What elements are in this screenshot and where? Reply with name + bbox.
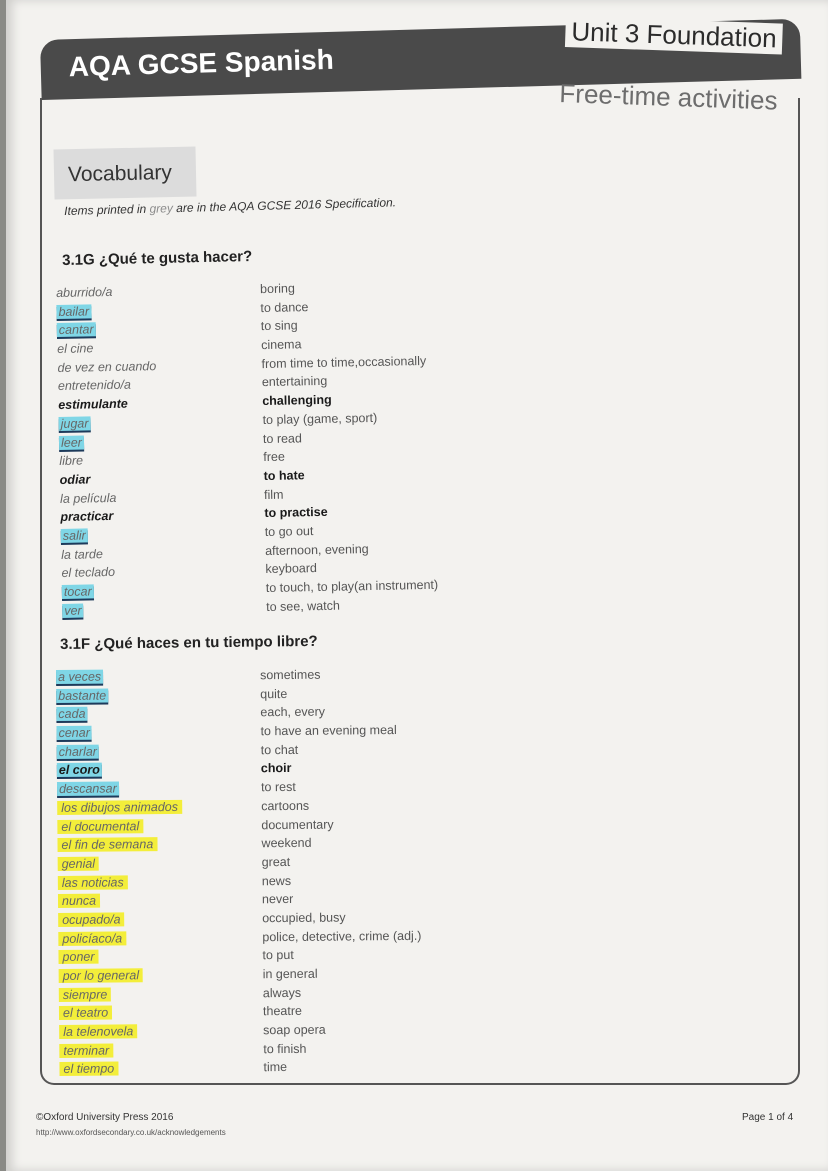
spanish-term: la película	[59, 490, 117, 506]
spanish-term: cenar	[58, 725, 90, 741]
note-text-start: Items printed in	[64, 201, 150, 218]
spanish-term: ver	[64, 603, 82, 618]
vocabulary-tab-label: Vocabulary	[67, 161, 173, 187]
spanish-term: nunca	[58, 894, 100, 908]
spanish-term: descansar	[58, 781, 117, 797]
spanish-term: tocar	[63, 584, 92, 599]
spanish-term: las noticias	[58, 875, 128, 890]
spanish-term: genial	[58, 857, 99, 871]
english-translation: in general	[262, 966, 318, 982]
section-heading-3-1g: 3.1G ¿Qué te gusta hacer?	[62, 248, 253, 269]
english-translation: to dance	[260, 299, 309, 315]
english-translation: to go out	[264, 524, 314, 539]
section-heading-3-1f: 3.1F ¿Qué haces en tu tiempo libre?	[60, 632, 318, 653]
english-translation: always	[262, 985, 302, 1000]
spanish-term: el cine	[57, 341, 94, 357]
english-translation: to rest	[260, 780, 296, 795]
vocab-list-3-1g	[56, 277, 522, 622]
english-translation: to finish	[263, 1041, 307, 1056]
english-translation: to practise	[264, 505, 328, 521]
spanish-term: el documental	[57, 819, 143, 834]
spanish-term: la telenovela	[59, 1024, 137, 1039]
english-translation: great	[261, 854, 291, 870]
unit-title: Unit 3 Foundation	[565, 16, 783, 55]
spanish-term: cada	[58, 707, 86, 722]
spanish-term: aburrido/a	[56, 284, 113, 300]
english-translation: keyboard	[265, 561, 318, 577]
english-translation: weekend	[261, 835, 312, 851]
english-translation: to put	[262, 948, 294, 963]
english-translation: sometimes	[259, 667, 321, 683]
spanish-term: siempre	[59, 987, 112, 1001]
english-translation: cartoons	[261, 798, 310, 814]
spanish-term: salir	[62, 528, 86, 543]
english-translation: cinema	[261, 337, 302, 353]
english-translation: to play (game, sport)	[262, 410, 378, 427]
english-translation: free	[263, 449, 286, 465]
spanish-term: leer	[60, 435, 82, 450]
spanish-term: practicar	[60, 509, 114, 525]
english-translation: never	[261, 892, 294, 907]
spanish-term: por lo general	[59, 968, 144, 983]
spanish-term: el coro	[58, 763, 100, 778]
spanish-term: los dibujos animados	[57, 800, 182, 815]
acknowledgements-link[interactable]: http://www.oxfordsecondary.co.uk/acknowledgements	[36, 1128, 226, 1137]
spanish-term: ocupado/a	[58, 912, 125, 927]
spanish-term: policíaco/a	[58, 931, 126, 946]
spanish-term: entretenido/a	[57, 378, 132, 394]
english-translation: occupied, busy	[262, 910, 346, 926]
spanish-term: de vez en cuando	[57, 358, 157, 375]
english-translation: entertaining	[261, 374, 328, 390]
english-translation: time	[263, 1060, 288, 1075]
english-translation: challenging	[262, 392, 332, 409]
english-translation: documentary	[261, 817, 334, 832]
spanish-term: libre	[59, 453, 84, 469]
english-translation: news	[261, 873, 292, 888]
spanish-term: el fin de semana	[57, 837, 157, 852]
spanish-term: terminar	[59, 1043, 113, 1057]
worksheet-page	[6, 0, 828, 1171]
spanish-term: bastante	[58, 688, 107, 703]
vocab-list-3-1f	[56, 666, 520, 1081]
english-translation: from time to time,occasionally	[261, 353, 427, 371]
vocabulary-tab	[53, 147, 196, 200]
english-translation: each, every	[260, 705, 326, 720]
english-translation: theatre	[262, 1004, 302, 1019]
spanish-term: estimulante	[58, 396, 128, 413]
spanish-term: poner	[58, 950, 98, 964]
spanish-term: odiar	[59, 472, 91, 487]
spanish-term: cantar	[58, 322, 94, 338]
topic-subtitle: Free-time activities	[558, 78, 779, 116]
english-translation: to touch, to play(an instrument)	[265, 577, 439, 596]
english-translation: police, detective, crime (adj.)	[262, 928, 422, 944]
spanish-term: bailar	[58, 304, 90, 319]
english-translation: to sing	[260, 318, 298, 334]
english-translation: afternoon, evening	[264, 541, 369, 558]
english-translation: to hate	[263, 468, 305, 483]
page-number: Page 1 of 4	[742, 1112, 794, 1123]
english-translation: to have an evening meal	[260, 723, 397, 739]
spanish-term: jugar	[60, 416, 89, 431]
copyright-text: ©Oxford University Press 2016	[36, 1112, 174, 1123]
english-translation: to see, watch	[266, 598, 340, 614]
spanish-term: el teclado	[61, 565, 116, 581]
english-translation: boring	[259, 281, 295, 297]
spanish-term: el tiempo	[59, 1062, 118, 1077]
spanish-term: charlar	[58, 744, 97, 759]
note-grey-word: grey	[149, 201, 174, 216]
spanish-term: a veces	[57, 669, 102, 684]
english-translation: soap opera	[263, 1022, 326, 1038]
english-translation: choir	[260, 761, 292, 776]
course-title: AQA GCSE Spanish	[68, 43, 335, 83]
spanish-term: la tarde	[61, 546, 103, 562]
english-translation: to read	[262, 430, 303, 446]
english-translation: quite	[260, 686, 288, 701]
note-text-end: are in the AQA GCSE 2016 Specification.	[172, 195, 397, 216]
english-translation: to chat	[260, 742, 299, 757]
spanish-term: el teatro	[59, 1006, 112, 1020]
english-translation: film	[263, 487, 284, 502]
